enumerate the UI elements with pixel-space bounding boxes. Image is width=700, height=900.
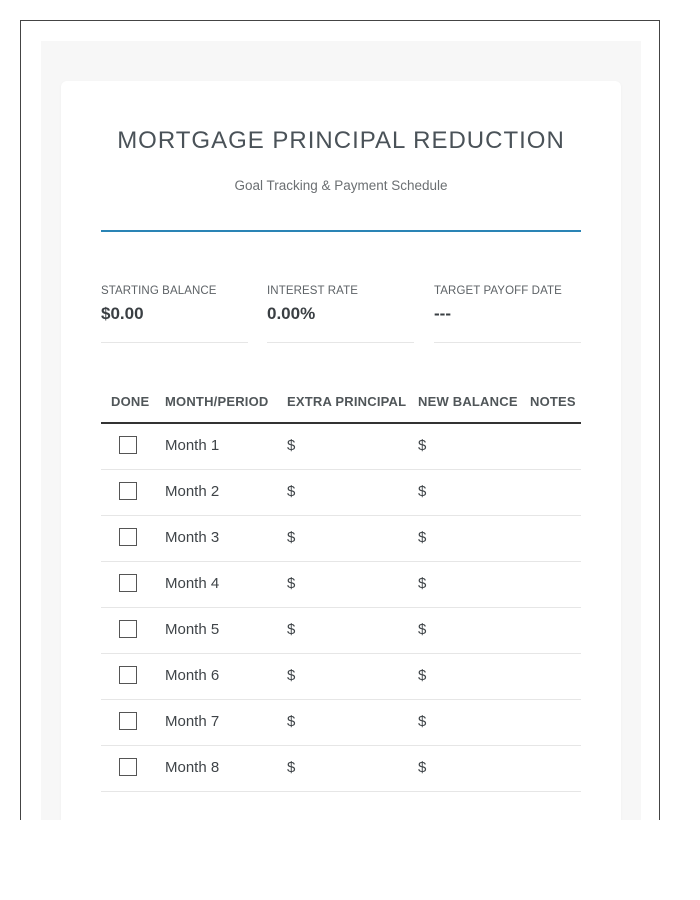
extra-principal-cell[interactable]: $ xyxy=(287,575,296,592)
done-checkbox[interactable] xyxy=(119,666,137,684)
stat-value: $0.00 xyxy=(101,304,144,323)
new-balance-cell[interactable]: $ xyxy=(418,621,427,638)
extra-principal-cell[interactable]: $ xyxy=(287,437,296,454)
new-balance-cell[interactable]: $ xyxy=(418,667,427,684)
extra-principal-cell[interactable]: $ xyxy=(287,713,296,730)
stat-starting-balance xyxy=(101,285,248,343)
page-title: MORTGAGE PRINCIPAL REDUCTION xyxy=(117,127,565,154)
extra-principal-cell[interactable]: $ xyxy=(287,529,296,546)
done-checkbox[interactable] xyxy=(119,620,137,638)
period-cell: Month 4 xyxy=(165,575,220,592)
stat-label: STARTING BALANCE xyxy=(101,285,217,297)
done-checkbox[interactable] xyxy=(119,528,137,546)
column-header-done: DONE xyxy=(111,394,150,409)
table-row xyxy=(101,700,581,746)
new-balance-cell[interactable]: $ xyxy=(418,529,427,546)
document-frame xyxy=(20,20,660,820)
extra-principal-cell[interactable]: $ xyxy=(287,759,296,776)
table-row xyxy=(101,746,581,792)
extra-principal-cell[interactable]: $ xyxy=(287,483,296,500)
done-checkbox[interactable] xyxy=(119,758,137,776)
page-subtitle: Goal Tracking & Payment Schedule xyxy=(234,178,448,193)
period-cell: Month 1 xyxy=(165,437,220,454)
period-cell: Month 7 xyxy=(165,713,220,730)
extra-principal-cell[interactable]: $ xyxy=(287,667,296,684)
table-row xyxy=(101,470,581,516)
table-row xyxy=(101,516,581,562)
table-row xyxy=(101,608,581,654)
stat-target-payoff-date xyxy=(434,285,581,343)
stat-value: --- xyxy=(434,304,451,323)
table-row xyxy=(101,424,581,470)
period-cell: Month 6 xyxy=(165,667,220,684)
period-cell: Month 2 xyxy=(165,483,220,500)
stat-label: INTEREST RATE xyxy=(267,285,358,297)
new-balance-cell[interactable]: $ xyxy=(418,713,427,730)
extra-principal-cell[interactable]: $ xyxy=(287,621,296,638)
new-balance-cell[interactable]: $ xyxy=(418,759,427,776)
column-header-extra-principal: EXTRA PRINCIPAL xyxy=(287,394,407,409)
table-header xyxy=(101,384,581,424)
new-balance-cell[interactable]: $ xyxy=(418,437,427,454)
table-body xyxy=(101,424,581,792)
done-checkbox[interactable] xyxy=(119,482,137,500)
column-header-period: MONTH/PERIOD xyxy=(165,394,269,409)
stat-value: 0.00% xyxy=(267,304,316,323)
period-cell: Month 3 xyxy=(165,529,220,546)
done-checkbox[interactable] xyxy=(119,574,137,592)
new-balance-cell[interactable]: $ xyxy=(418,483,427,500)
payment-schedule-table xyxy=(101,384,581,792)
period-cell: Month 5 xyxy=(165,621,220,638)
tracker-card xyxy=(61,81,621,820)
column-header-notes: NOTES xyxy=(530,394,576,409)
table-row xyxy=(101,562,581,608)
done-checkbox[interactable] xyxy=(119,712,137,730)
column-header-new-balance: NEW BALANCE xyxy=(418,394,518,409)
stat-label: TARGET PAYOFF DATE xyxy=(434,285,562,297)
done-checkbox[interactable] xyxy=(119,436,137,454)
table-row xyxy=(101,654,581,700)
new-balance-cell[interactable]: $ xyxy=(418,575,427,592)
title-divider xyxy=(101,230,581,232)
page-background xyxy=(41,41,641,820)
period-cell: Month 8 xyxy=(165,759,220,776)
stat-interest-rate xyxy=(267,285,414,343)
